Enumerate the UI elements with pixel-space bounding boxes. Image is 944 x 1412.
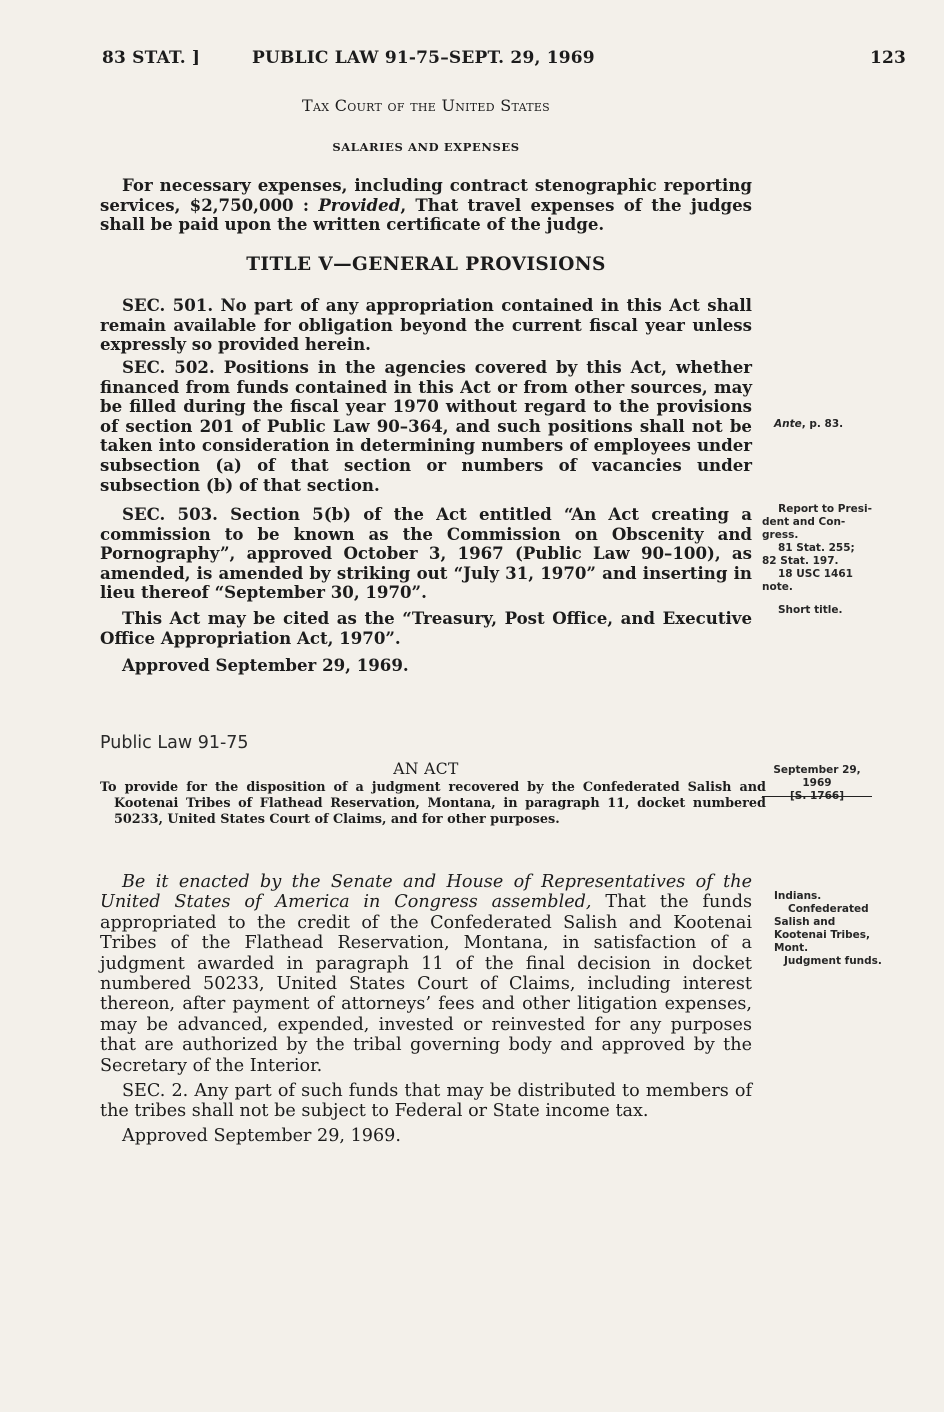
running-header-title: PUBLIC LAW 91-75–SEPT. 29, 1969	[252, 48, 595, 68]
indians-line-2: Confederated	[788, 903, 869, 915]
margin-divider	[762, 796, 872, 797]
section-2: SEC. 2. Any part of such funds that may be distributed to members of the tribes shall not be subject to Federal or State income tax.	[100, 1081, 752, 1122]
tax-court-heading: Tax Court of the United States	[301, 96, 551, 115]
proviso-italic: Provided	[318, 194, 401, 215]
senate-bill-number: [S. 1766]	[789, 790, 845, 802]
margin-note-report-2	[762, 516, 855, 594]
indians-line-3: Salish and	[774, 916, 836, 928]
report-line-3: gress.	[762, 529, 799, 541]
act-purpose: To provide for the disposition of a judgment recovered by the Confederated Salish and Kootenai Tribes of Flathead Reservation, Montana, in paragraph 11, docket numbered 50233, United States Court of Claims, and for other purposes.	[100, 780, 766, 827]
enacting-and-section-1	[100, 872, 752, 1076]
statutes-volume-label: 83 STAT. ]	[102, 48, 201, 68]
report-line-1: Report to Presi-	[778, 503, 872, 515]
approved-date-public-law: Approved September 29, 1969.	[122, 1126, 401, 1146]
enacting-clause: Be it enacted by the Senate and House of Representatives of the United States of America in Congress assembled,	[100, 872, 752, 913]
tax-court-paragraph	[100, 176, 752, 235]
indians-line-5: Mont.	[774, 942, 809, 954]
section-502: SEC. 502. Positions in the agencies covered by this Act, whether financed from funds contained in this Act or from other sources, may be filled during the fiscal year 1970 without regard to the provisions of section 201 of Public Law 90–364, and such positions shall not be taken into consideration in determining numbers of employees under subsection (a) of that section or numbers of vacancies under subsection (b) of that section.	[100, 357, 752, 495]
tax-court-text-b: , That travel expenses of the judges shall be paid upon the written certificate of the judge.	[100, 194, 752, 235]
margin-note-ante	[774, 418, 843, 431]
stat-line-1: 81 Stat. 255;	[778, 542, 855, 554]
salaries-subheading: SALARIES AND EXPENSES	[332, 140, 520, 154]
section-1-text: That the funds appropriated to the credit of the Confederated Salish and Kootenai Tribes of the Flathead Reservation, Montana, in satisfaction of a judgment awarded in paragraph 11 of the final decision in docket numbered 50233, United States Court of Claims, including interest thereon, after payment of attorneys’ fees and other litigation expenses, may be advanced, expended, invested or reinvested for any purposes that are authorized by the tribal governing body and approved by the Secretary of the Interior.	[100, 892, 752, 1076]
tax-court-text-a: For necessary expenses, including contract stenographic reporting services, $2,750,000 :	[100, 175, 752, 215]
margin-note-date	[762, 764, 872, 803]
an-act-heading: AN ACT	[393, 760, 459, 778]
margin-note-report	[762, 503, 872, 516]
short-title-paragraph: This Act may be cited as the “Treasury, Post Office, and Executive Office Appropriation Act, 1970”.	[100, 608, 752, 648]
stat-line-2: 82 Stat. 197.	[762, 555, 839, 567]
section-501: SEC. 501. No part of any appropriation contained in this Act shall remain available for obligation beyond the current fiscal year unless expressly so provided herein.	[100, 295, 752, 355]
title-v-heading: TITLE V—GENERAL PROVISIONS	[246, 254, 606, 275]
margin-note-indians	[774, 890, 882, 968]
indians-line-6: Judgment funds.	[784, 955, 882, 967]
approved-date-title-v: Approved September 29, 1969.	[122, 655, 409, 675]
margin-note-short-title: Short title.	[778, 604, 843, 616]
usc-line-2: note.	[762, 581, 793, 593]
usc-line-1: 18 USC 1461	[778, 568, 853, 580]
enactment-date: September 29, 1969	[773, 764, 861, 789]
indians-line-4: Kootenai Tribes,	[774, 929, 870, 941]
ante-page: , p. 83.	[801, 418, 844, 430]
section-503: SEC. 503. Section 5(b) of the Act entitled “An Act creating a commission to be known as the Commission on Obscenity and Pornography”, approved October 3, 1967 (Public Law 90–100), as amended, is amended by striking out “July 31, 1970” and inserting in lieu thereof “September 30, 1970”.	[100, 504, 752, 603]
page-number: 123	[870, 48, 907, 68]
public-law-label: Public Law 91-75	[100, 733, 249, 753]
report-line-2: dent and Con-	[762, 516, 846, 528]
indians-line-1: Indians.	[774, 890, 822, 902]
ante-italic: Ante	[774, 418, 802, 430]
